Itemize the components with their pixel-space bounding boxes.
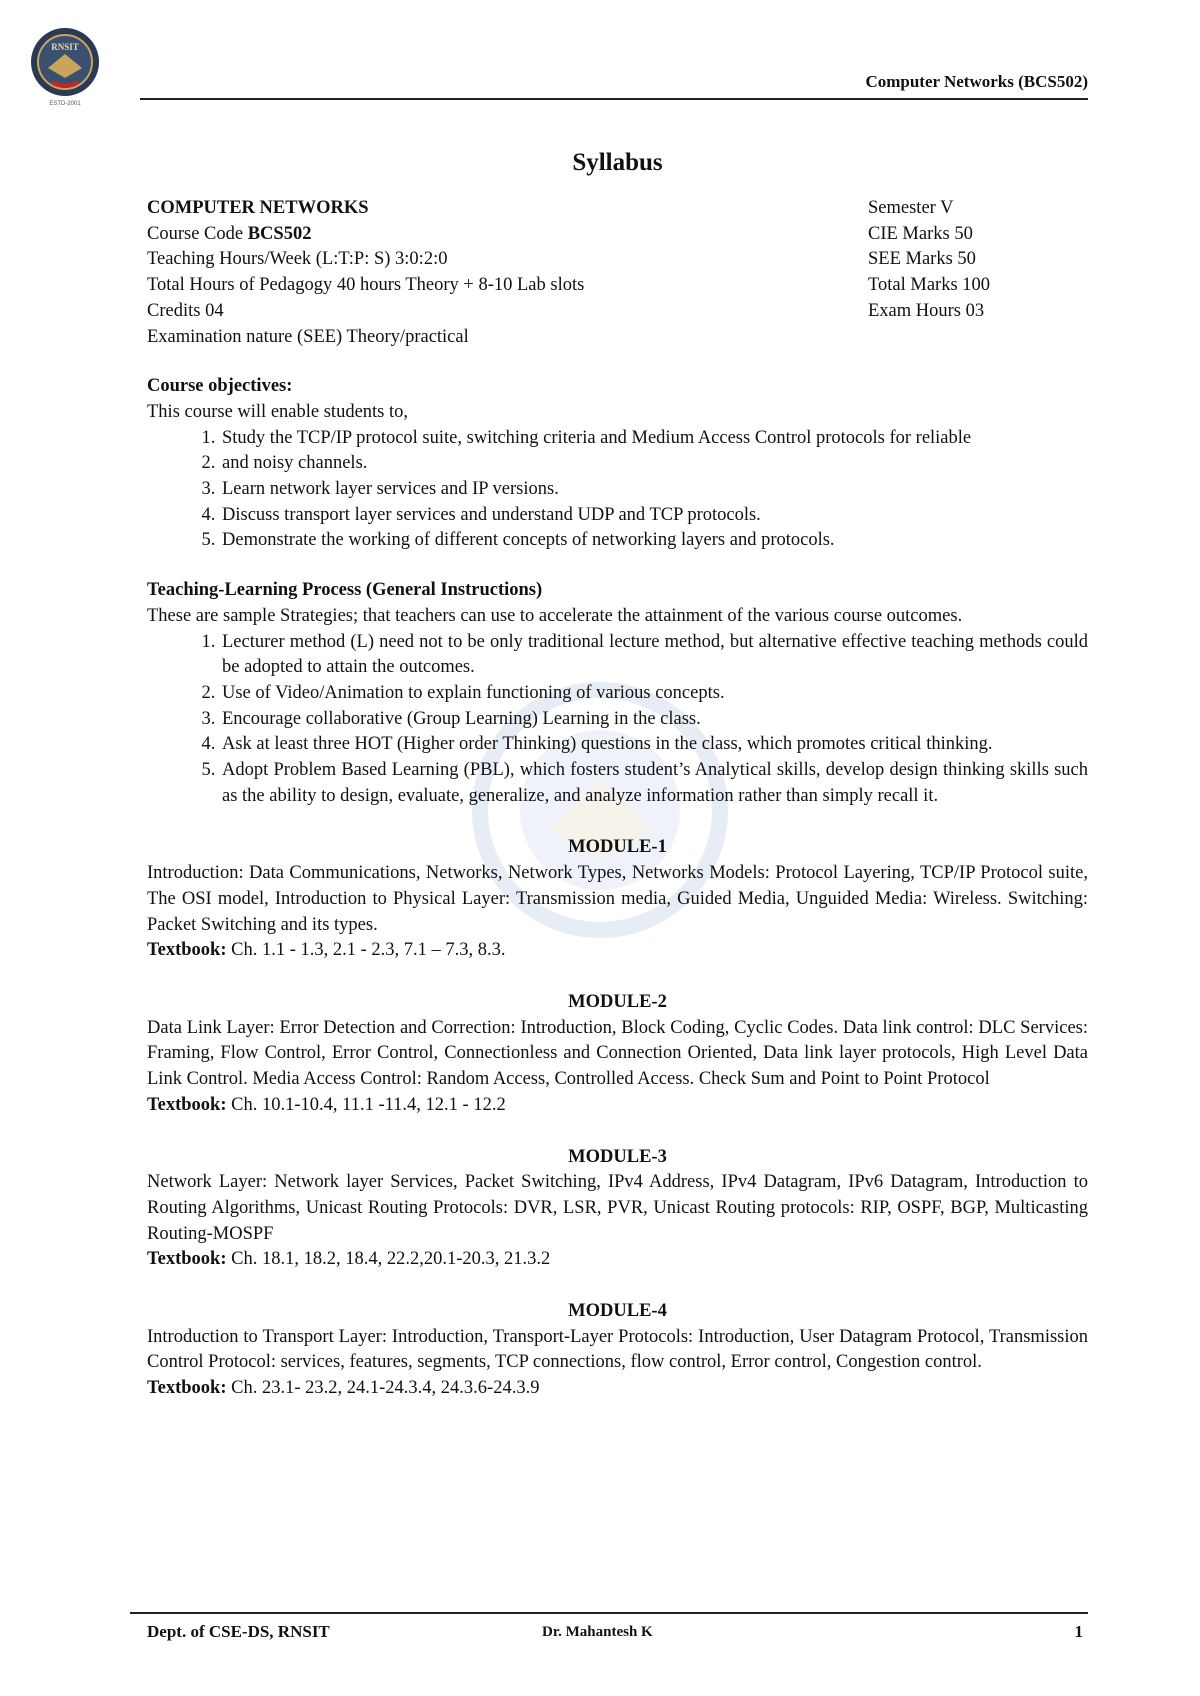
teaching-hours: Teaching Hours/Week (L:T:P: S) 3:0:2:0 (147, 249, 448, 270)
list-item: 5. Adopt Problem Based Learning (PBL), which fosters student’s Analytical skills, develop design thinking skills such as the ability to design, evaluate, generalize, and analyze information rather than simply recall it. (220, 758, 1088, 809)
course-info-right (868, 196, 1088, 350)
objectives-list (147, 426, 1088, 555)
list-item: 2. Use of Video/Animation to explain functioning of various concepts. (220, 681, 1088, 707)
semester: Semester V (868, 198, 954, 218)
list-item: 2. and noisy channels. (220, 451, 1088, 477)
list-item: 1. Lecturer method (L) need not to be only traditional lecture method, but alternative effective teaching methods could be adopted to attain the outcomes. (220, 630, 1088, 681)
module-4-text: Introduction to Transport Layer: Introduction, Transport-Layer Protocols: Introduction, User Datagram Protocol, Transmission Control Protocol: services, features, segments, TCP connections, flow control, Error control, Congestion control. (147, 1326, 1088, 1373)
course-code: Course Code BCS502 (147, 223, 312, 244)
course-info-left (147, 196, 867, 350)
module-2-textbook: Textbook: Ch. 10.1-10.4, 11.1 -11.4, 12.1 - 12.2 (147, 1094, 506, 1115)
exam-nature: Examination nature (SEE) Theory/practical (147, 326, 469, 347)
footer-divider (130, 1612, 1088, 1614)
module-4-textbook: Textbook: Ch. 23.1- 23.2, 24.1-24.3.4, 24.3.6-24.3.9 (147, 1378, 540, 1399)
list-item: 4. Discuss transport layer services and understand UDP and TCP protocols. (220, 503, 1088, 529)
list-item: 3. Encourage collaborative (Group Learning) Learning in the class. (220, 707, 1088, 733)
module-3-textbook: Textbook: Ch. 18.1, 18.2, 18.4, 22.2,20.1-20.3, 21.3.2 (147, 1249, 551, 1270)
objectives-intro: This course will enable students to, (147, 401, 409, 422)
document-header-title: Computer Networks (BCS502) (865, 72, 1088, 91)
footer-author: Dr. Mahantesh K (542, 1624, 653, 1640)
page-number: 1 (1074, 1622, 1083, 1641)
course-info (147, 196, 1088, 350)
institute-logo (26, 24, 104, 108)
credits: Credits 04 (147, 300, 224, 321)
footer-department: Dept. of CSE-DS, RNSIT (147, 1622, 330, 1641)
total-marks: Total Marks 100 (868, 275, 991, 296)
tlp-heading: Teaching-Learning Process (General Instructions) (147, 580, 543, 601)
course-name: COMPUTER NETWORKS (147, 198, 369, 218)
module-3-text: Network Layer: Network layer Services, Packet Switching, IPv4 Address, IPv4 Datagram, IPv6 Datagram, Introduction to Routing Algorithms, Unicast Routing Protocols: DVR, LSR, PVR, Unicast Routing protocols: RIP, OSPF, BGP, Multicasting Routing-MOSPF (147, 1172, 1088, 1244)
list-item: 4. Ask at least three HOT (Higher order Thinking) questions in the class, which promotes critical thinking. (220, 732, 1088, 758)
svg-text:ESTD-2001: ESTD-2001 (49, 101, 81, 107)
exam-hours: Exam Hours 03 (868, 300, 985, 321)
page-title: Syllabus (572, 149, 663, 176)
svg-text:RNSIT: RNSIT (51, 42, 79, 52)
list-item: 3. Learn network layer services and IP versions. (220, 477, 1088, 503)
module-4-title: MODULE-4 (568, 1301, 667, 1322)
list-item: 5. Demonstrate the working of different concepts of networking layers and protocols. (220, 528, 1088, 554)
cie-marks: CIE Marks 50 (868, 223, 973, 244)
module-1-textbook: Textbook: Ch. 1.1 - 1.3, 2.1 - 2.3, 7.1 – 7.3, 8.3. (147, 940, 506, 961)
list-item: 1. Study the TCP/IP protocol suite, switching criteria and Medium Access Control protocols for reliable (220, 426, 1088, 452)
module-1-title: MODULE-1 (568, 837, 667, 858)
pedagogy-hours: Total Hours of Pedagogy 40 hours Theory + 8-10 Lab slots (147, 275, 585, 296)
module-1-text: Introduction: Data Communications, Networks, Network Types, Networks Models: Protocol Layering, TCP/IP Protocol suite, The OSI model, Introduction to Physical Layer: Transmission media, Guided Media, Unguided Media: Wireless. Switching: Packet Switching and its types. (147, 863, 1088, 935)
tlp-list (147, 630, 1088, 810)
module-2-text: Data Link Layer: Error Detection and Correction: Introduction, Block Coding, Cyclic Codes. Data link control: DLC Services: Framing, Flow Control, Error Control, Connectionless and Connection Oriented, Data link layer protocols, High Level Data Link Control. Media Access Control: Random Access, Controlled Access. Check Sum and Point to Point Protocol (147, 1017, 1088, 1090)
syllabus-content (147, 148, 1088, 1402)
module-2-title: MODULE-2 (568, 991, 667, 1012)
header-divider (140, 98, 1088, 100)
see-marks: SEE Marks 50 (868, 249, 976, 270)
objectives-heading: Course objectives: (147, 376, 293, 397)
tlp-intro: These are sample Strategies; that teachers can use to accelerate the attainment of the various course outcomes. (147, 605, 963, 626)
module-3-title: MODULE-3 (568, 1146, 667, 1167)
